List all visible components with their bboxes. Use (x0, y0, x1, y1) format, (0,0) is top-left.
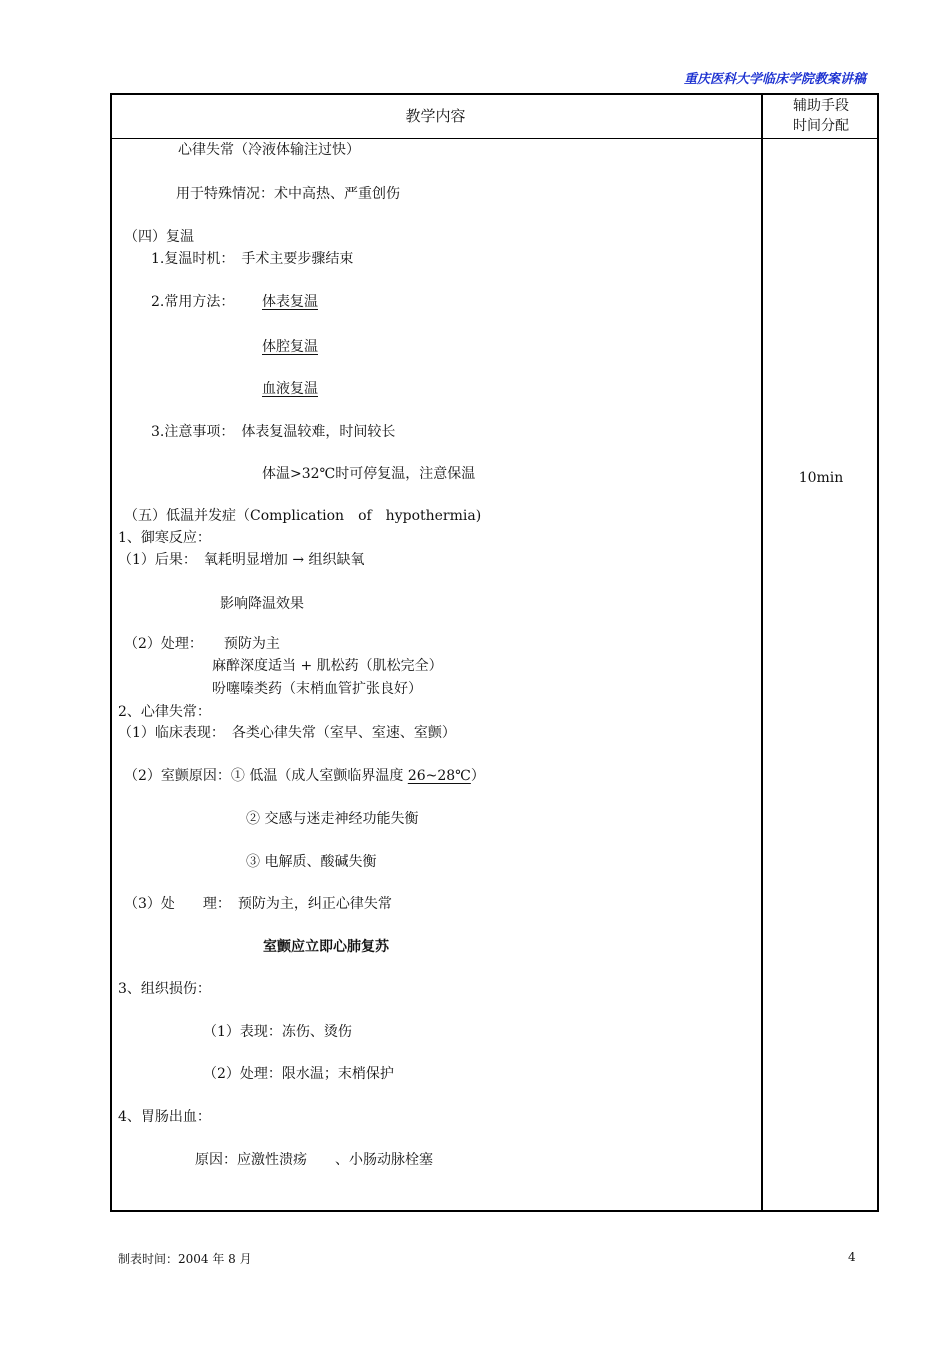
subsection-heading: 3、组织损伤： (118, 981, 211, 997)
time-allocation: 10min (798, 470, 844, 486)
method-item: 血液复温 (262, 381, 318, 397)
header-row-divider (110, 138, 879, 139)
emphasis-line: 室颤应立即心肺复苏 (263, 939, 389, 955)
subsection-heading: 1、御寒反应： (118, 530, 211, 546)
subsection-heading: 2、心律失常： (118, 704, 211, 720)
text-line: 心律失常（冷液体输注过快） (178, 142, 360, 158)
text-line: 原因：应激性溃疡 、小肠动脉栓塞 (195, 1152, 433, 1168)
column-header-aux (763, 93, 879, 138)
method-item: 体表复温 (262, 294, 318, 310)
text-line: 用于特殊情况：术中高热、严重创伤 (176, 186, 400, 202)
text-line: （2）处理：限水温；末梢保护 (203, 1066, 394, 1082)
text-line: 麻醉深度适当 + 肌松药（肌松完全） (212, 658, 443, 674)
text-line: ③ 电解质、酸碱失衡 (246, 854, 377, 870)
column-header-aux-line1: 辅助手段 (793, 97, 849, 114)
subsection-heading: 4、胃肠出血： (118, 1109, 211, 1125)
text-line: （2）处理： 预防为主 (124, 636, 280, 652)
critical-temperature: 26~28℃ (407, 768, 471, 784)
text-line: 3.注意事项： 体表复温较难，时间较长 (151, 424, 396, 440)
text-line: （1）表现：冻伤、烫伤 (203, 1024, 352, 1040)
text-line: ② 交感与迷走神经功能失衡 (246, 811, 419, 827)
text-line: （3）处 理： 预防为主，纠正心律失常 (124, 896, 392, 912)
footer-date: 制表时间：2004 年 8 月 (118, 1252, 252, 1266)
text-line: 1.复温时机： 手术主要步骤结束 (151, 251, 354, 267)
text-line (124, 767, 485, 785)
method-item: 体腔复温 (262, 339, 318, 355)
text-segment: ） (470, 768, 485, 784)
section-heading: （五）低温并发症（Complication of hypothermia) (124, 508, 482, 524)
section-heading: （四）复温 (124, 229, 194, 245)
page-number: 4 (848, 1250, 856, 1264)
document-header: 重庆医科大学临床学院教案讲稿 (683, 72, 866, 87)
text-line: 吩噻嗪类药（末梢血管扩张良好） (212, 681, 422, 697)
column-header-aux-line2: 时间分配 (793, 117, 849, 134)
column-divider (761, 93, 763, 1212)
column-header-content: 教学内容 (405, 107, 466, 125)
text-segment: （2）室颤原因：① 低温（成人室颤临界温度 (124, 768, 404, 784)
text-line: 体温>32℃时可停复温，注意保温 (262, 466, 476, 482)
text-line: 2.常用方法： (151, 294, 235, 310)
text-line: 影响降温效果 (220, 596, 304, 612)
text-line: （1）临床表现： 各类心律失常（室早、室速、室颤） (118, 725, 456, 741)
text-line: （1）后果： 氧耗明显增加 → 组织缺氧 (118, 552, 365, 568)
